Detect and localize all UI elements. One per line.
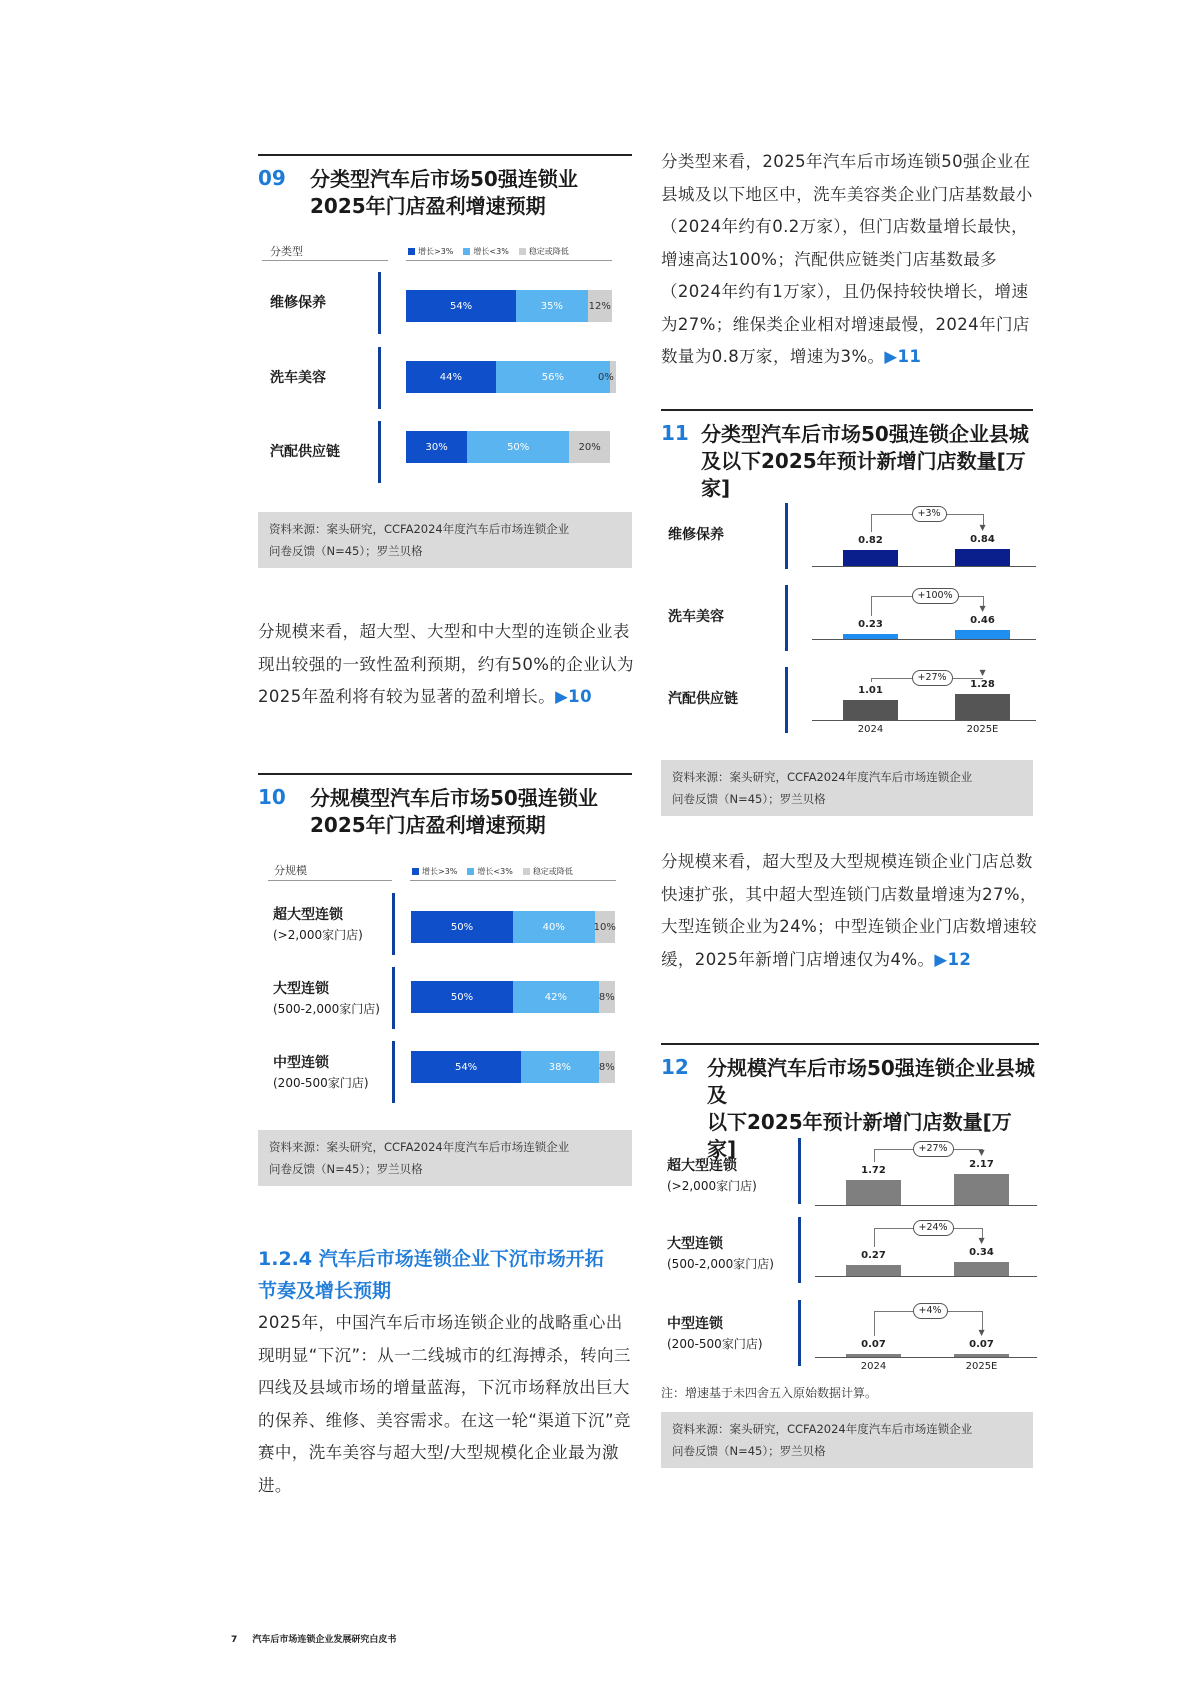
legend-swatch-icon (412, 868, 419, 875)
row-divider (798, 1300, 801, 1366)
bar-segment (521, 1051, 599, 1083)
growth-connector-left (871, 678, 872, 682)
source-line: 问卷反馈（N=45）；罗兰贝格 (672, 792, 826, 806)
bar-segment (467, 431, 569, 463)
bar-segment-label: 30% (425, 441, 448, 453)
bar-segment (406, 290, 516, 322)
figure-title (310, 166, 578, 220)
bar-segment-label: 50% (507, 441, 530, 453)
figure-reference-link[interactable]: ▶11 (884, 347, 922, 366)
row-label-main: 超大型连锁 (273, 907, 343, 923)
legend-label: 增长<3% (477, 867, 513, 876)
stacked-bar (406, 290, 610, 322)
growth-badge: +100% (912, 588, 959, 604)
paragraph-text: 分规模来看，超大型、大型和中大型的连锁企业表现出较强的一致性盈利预期，约有50%的企业认为2025年盈利将有较为显著的盈利增长。 (258, 622, 634, 706)
bar-segment-label: 10% (593, 921, 616, 933)
figure-10-header (258, 773, 632, 839)
bar-segment (599, 1051, 615, 1083)
legend-label: 稳定或降低 (528, 247, 569, 256)
row-divider (392, 893, 395, 955)
legend-swatch-icon (523, 868, 530, 875)
row-label-sub: (>2,000家门店) (667, 1179, 757, 1193)
bar-segment-label: 50% (450, 921, 474, 933)
legend-item (408, 246, 453, 257)
header-rule (262, 260, 388, 261)
bar-value-label: 0.27 (861, 1250, 886, 1262)
legend-item (519, 246, 569, 257)
bar-value-label: 1.01 (858, 684, 883, 696)
figure-number: 09 (258, 166, 286, 190)
header-rule (268, 880, 392, 881)
row-divider (378, 421, 381, 483)
source-note (258, 512, 632, 568)
figure-12 (661, 1043, 1039, 1163)
row-label (273, 905, 363, 945)
bar-segment-label: 54% (449, 300, 473, 312)
baseline (815, 1276, 1037, 1277)
bar-segment (406, 361, 496, 393)
bar-segment-label: 35% (540, 300, 563, 312)
column-header-label: 分类型 (270, 245, 303, 258)
page-number: 7 (231, 1635, 238, 1645)
row-label-main: 大型连锁 (667, 1236, 723, 1252)
bar (843, 700, 898, 720)
arrow-down-icon: ▼ (978, 1236, 985, 1246)
bar-value-label: 0.46 (970, 614, 995, 626)
bar-segment-label: 8% (598, 991, 615, 1003)
bar (843, 550, 898, 566)
bar (843, 634, 898, 639)
row-label-main: 洗车美容 (668, 609, 724, 625)
legend-label: 增长>3% (418, 247, 454, 256)
x-axis-label: 2025E (965, 1361, 998, 1372)
row-label (667, 1314, 763, 1354)
bar-value-label: 1.72 (861, 1165, 886, 1177)
baseline (815, 1357, 1037, 1358)
bar-value-label: 1.28 (970, 679, 995, 691)
bar-value-label: 0.07 (969, 1339, 994, 1350)
arrow-down-icon: ▼ (978, 1328, 985, 1337)
x-axis-label: 2024 (860, 1361, 887, 1372)
body-paragraph (661, 146, 1039, 374)
stacked-bar (406, 431, 610, 463)
figure-title (310, 785, 598, 839)
figure-number: 10 (258, 785, 286, 809)
baseline (812, 639, 1036, 640)
stacked-bar (406, 361, 614, 393)
figure-09 (258, 154, 632, 220)
bar-segment (597, 361, 616, 393)
figure-title-line: 分类型汽车后市场50强连锁企业县城 (701, 422, 1029, 446)
header-rule (410, 880, 616, 881)
bar-segment-label: 42% (544, 991, 567, 1003)
bar-segment-label: 40% (542, 921, 565, 933)
legend-swatch-icon (467, 868, 474, 875)
figure-11 (661, 409, 1033, 502)
legend-label: 增长<3% (473, 247, 509, 256)
figure-title-line: 分规模汽车后市场50强连锁企业县城及 (707, 1056, 1035, 1107)
bar-segment-label: 8% (598, 1061, 615, 1073)
row-divider (785, 667, 788, 733)
bar (954, 1262, 1009, 1276)
row-label: 洗车美容 (270, 370, 326, 386)
figure-title (707, 1055, 1039, 1163)
paragraph-text: 分类型来看，2025年汽车后市场连锁50强企业在县城及以下地区中，洗车美容类企业门店基数最小（2024年约有0.2万家），但门店数量增长最快，增速高达100%；汽配供应链类门店基数最多（2024年约有1万家），且仍保持较快增长，增速为27%；维保类企业相对增速最慢，2024年门店数量为0.8万家，增速为3%。 (661, 152, 1033, 366)
bar-value-label: 0.07 (861, 1339, 886, 1350)
bar (955, 549, 1010, 566)
row-label-sub: (500-2,000家门店) (667, 1257, 774, 1271)
legend-item (523, 866, 573, 877)
bar-segment (516, 290, 587, 322)
bar-segment (406, 431, 467, 463)
growth-badge: +3% (912, 506, 947, 522)
legend-label: 增长>3% (422, 867, 458, 876)
chart-legend (408, 246, 569, 257)
source-line: 问卷反馈（N=45）；罗兰贝格 (269, 1162, 423, 1176)
x-axis-label: 2024 (857, 724, 884, 735)
row-divider (785, 585, 788, 651)
figure-number: 11 (661, 421, 689, 445)
figure-title-line: 2025年门店盈利增速预期 (310, 194, 546, 218)
figure-title-line: 2025年门店盈利增速预期 (310, 813, 546, 837)
arrow-down-icon: ▼ (979, 603, 986, 613)
growth-badge: +24% (913, 1220, 954, 1236)
row-label: 汽配供应链 (270, 444, 340, 460)
bar-value-label: 0.84 (970, 534, 995, 546)
bar-segment-label: 38% (548, 1061, 572, 1073)
bar-value-label: 2.17 (969, 1158, 994, 1170)
bar-segment (411, 1051, 521, 1083)
x-axis-label: 2025E (966, 724, 999, 735)
document-title: 汽车后市场连锁企业发展研究白皮书 (252, 1635, 397, 1645)
section-heading (258, 1243, 638, 1307)
figure-title-line: 分规模型汽车后市场50强连锁业 (310, 786, 598, 810)
row-label-main: 超大型连锁 (667, 1158, 737, 1174)
growth-connector-left (871, 514, 872, 532)
growth-connector-left (871, 596, 872, 616)
row-label-main: 中型连锁 (667, 1316, 723, 1332)
legend-swatch-icon (408, 248, 415, 255)
row-label (273, 1053, 369, 1093)
bar-segment-label: 56% (541, 371, 564, 383)
figure-reference-link[interactable]: ▶12 (934, 949, 972, 969)
legend-swatch-icon (463, 248, 470, 255)
row-label (667, 1156, 757, 1196)
bar-segment (496, 361, 610, 393)
bar (955, 630, 1010, 639)
footnote: 注：增速基于未四舍五入原始数据计算。 (661, 1386, 878, 1400)
row-label-sub: (500-2,000家门店) (273, 1002, 380, 1016)
bar-segment (588, 290, 612, 322)
source-line: 问卷反馈（N=45）；罗兰贝格 (672, 1444, 826, 1458)
header-rule (406, 260, 612, 261)
bar (846, 1354, 901, 1357)
body-paragraph (258, 616, 634, 714)
arrow-down-icon: ▼ (979, 668, 986, 678)
bar-segment (513, 981, 599, 1013)
bar-segment (599, 981, 615, 1013)
bar (846, 1180, 901, 1205)
bar-segment-label: 50% (450, 991, 474, 1003)
row-label (668, 525, 724, 545)
row-divider (392, 967, 395, 1029)
figure-10 (258, 773, 632, 839)
bar (954, 1354, 1009, 1357)
baseline (812, 720, 1036, 721)
row-label (668, 689, 738, 709)
figure-title-line: 及以下2025年预计新增门店数量[万家] (701, 449, 1026, 500)
stacked-bar (411, 1051, 615, 1083)
bar-segment (411, 911, 513, 943)
bar-segment (513, 911, 595, 943)
row-label-main: 中型连锁 (273, 1055, 329, 1071)
row-label-sub: (200-500家门店) (273, 1076, 369, 1090)
bar-segment-label: 44% (439, 371, 462, 383)
figure-title-line: 以下2025年预计新增门店数量[万家] (707, 1110, 1012, 1161)
figure-title-line: 分类型汽车后市场50强连锁业 (310, 167, 578, 191)
figure-11-header (661, 409, 1033, 502)
figure-reference-link[interactable]: ▶10 (555, 687, 592, 706)
source-note (258, 1130, 632, 1186)
legend-item (412, 866, 457, 877)
bar-segment (569, 431, 610, 463)
row-divider (798, 1217, 801, 1283)
row-label-main: 维修保养 (668, 527, 724, 543)
source-line: 资料来源：案头研究，CCFA2024年度汽车后市场连锁企业 (269, 1140, 570, 1154)
row-label: 维修保养 (270, 295, 326, 311)
source-line: 资料来源：案头研究，CCFA2024年度汽车后市场连锁企业 (672, 770, 973, 784)
paragraph-text: 分规模来看，超大型及大型规模连锁企业门店总数快速扩张，其中超大型连锁门店数量增速为27%，大型连锁企业为24%；中型连锁企业门店数增速较缓，2025年新增门店增速仅为4%。 (661, 852, 1037, 969)
body-paragraph (661, 846, 1039, 976)
growth-badge: +27% (912, 670, 953, 686)
baseline (812, 566, 1036, 567)
section-body: 2025年，中国汽车后市场连锁企业的战略重心出现明显“下沉”：从一二线城市的红海搏杀，转向三四线及县域市场的增量蓝海，下沉市场释放出巨大的保养、维修、美容需求。在这一轮“渠道下沉”竞赛中，洗车美容与超大型/大型规模化企业最为激进。 (258, 1313, 631, 1495)
row-label-sub: (200-500家门店) (667, 1337, 763, 1351)
stacked-bar (411, 911, 615, 943)
source-line: 资料来源：案头研究，CCFA2024年度汽车后市场连锁企业 (269, 522, 570, 536)
growth-connector-left (874, 1311, 875, 1336)
legend-swatch-icon (519, 248, 526, 255)
arrow-down-icon: ▼ (978, 1147, 985, 1157)
growth-connector-left (874, 1149, 875, 1162)
legend-label: 稳定或降低 (532, 867, 573, 876)
bar-segment (595, 911, 615, 943)
bar-value-label: 0.23 (858, 619, 883, 631)
baseline (815, 1205, 1037, 1206)
row-label (273, 979, 380, 1019)
row-divider (798, 1138, 801, 1204)
growth-badge: +4% (913, 1303, 948, 1319)
figure-number: 12 (661, 1055, 689, 1079)
stacked-bar (411, 981, 615, 1013)
bar (846, 1265, 901, 1276)
column-header-label: 分规模 (274, 864, 307, 877)
source-line: 资料来源：案头研究，CCFA2024年度汽车后市场连锁企业 (672, 1422, 973, 1436)
bar (954, 1174, 1009, 1205)
growth-badge: +27% (913, 1141, 954, 1157)
source-line: 问卷反馈（N=45）；罗兰贝格 (269, 544, 423, 558)
source-note (661, 1412, 1033, 1468)
section-heading-line: 1.2.4 汽车后市场连锁企业下沉市场开拓 (258, 1248, 604, 1270)
bar-segment-label: 12% (588, 300, 611, 312)
bar-segment-label: 0% (597, 371, 614, 383)
figure-09-header (258, 154, 632, 220)
section-heading-line: 节奏及增长预期 (258, 1280, 392, 1302)
arrow-down-icon: ▼ (979, 523, 986, 533)
row-label-main: 大型连锁 (273, 981, 329, 997)
bar (955, 694, 1010, 720)
row-divider (392, 1041, 395, 1103)
bar-value-label: 0.34 (969, 1247, 994, 1259)
growth-connector-left (874, 1228, 875, 1247)
row-divider (785, 503, 788, 569)
legend-item (467, 866, 512, 877)
page-footer (231, 1632, 396, 1645)
row-label-main: 汽配供应链 (668, 691, 738, 707)
row-label (667, 1234, 774, 1274)
figure-12-header (661, 1043, 1039, 1163)
row-label (668, 607, 724, 627)
bar-segment-label: 54% (454, 1061, 478, 1073)
row-label-sub: (>2,000家门店) (273, 928, 363, 942)
row-divider (378, 347, 381, 409)
figure-title (701, 421, 1033, 502)
chart-legend (412, 866, 573, 877)
row-divider (378, 272, 381, 334)
legend-item (463, 246, 508, 257)
bar-value-label: 0.82 (858, 534, 883, 546)
bar-segment-label: 20% (578, 441, 601, 453)
bar-segment (411, 981, 513, 1013)
source-note (661, 760, 1033, 816)
